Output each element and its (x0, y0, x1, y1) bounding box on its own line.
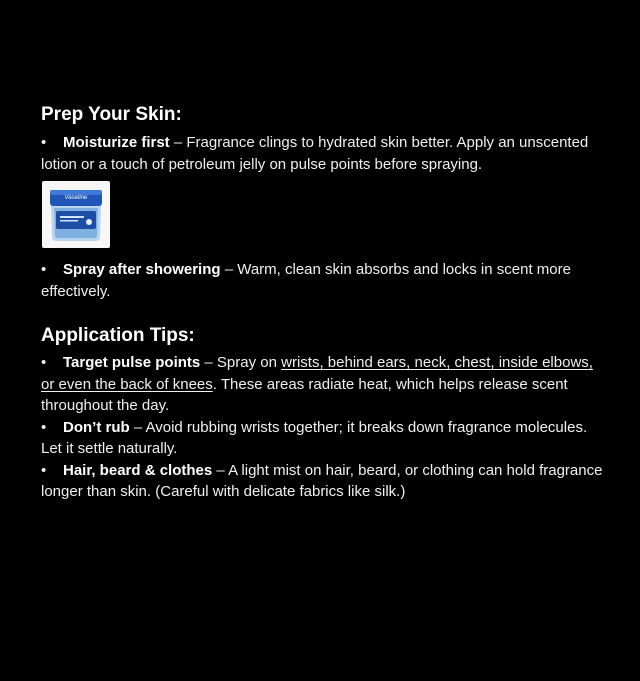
item-title: Hair, beard & clothes (63, 461, 213, 479)
pulse-points-list: wrists, behind ears, neck, chest, inside elbows, or even the back of knees (41, 354, 593, 393)
item-title: Moisturize first (63, 134, 170, 151)
jar-brand-label: Vaseline (64, 195, 88, 201)
item-title: Target pulse points (63, 354, 201, 371)
prep-section (41, 103, 606, 175)
item-title: Spray after showering (63, 261, 221, 278)
prep-heading: Prep Your Skin: (41, 104, 182, 125)
bullet-icon: • (41, 461, 47, 479)
tips-item-pulse (41, 352, 606, 417)
prep-item-shower (41, 259, 606, 302)
petroleum-jelly-jar-icon (42, 181, 110, 248)
petroleum-jelly-image (42, 181, 110, 248)
item-text: – Spray on (200, 354, 282, 371)
item-text: – A light mist on hair, beard, or clothing can hold fragrance longer than skin. (Careful with delicate fabrics like silk.) (41, 461, 603, 500)
prep-item-moisturize (41, 132, 606, 175)
bullet-icon: • (41, 261, 47, 278)
tips-section (41, 324, 606, 503)
tips-heading: Application Tips: (41, 325, 195, 346)
item-text: – Avoid rubbing wrists together; it breaks down fragrance molecules. Let it settle naturally. (41, 418, 588, 457)
prep-section-cont (41, 259, 606, 302)
item-title: Don’t rub (63, 418, 130, 436)
bullet-icon: • (41, 418, 47, 436)
bullet-icon: • (41, 354, 47, 371)
item-text: . These areas radiate heat, which helps release scent throughout the day. (41, 375, 568, 414)
item-text: – Fragrance clings to hydrated skin better. Apply an unscented lotion or a touch of petroleum jelly on pulse points before spraying. (41, 134, 589, 173)
tips-item-hair (41, 460, 606, 503)
bullet-icon: • (41, 134, 47, 151)
item-text: – Warm, clean skin absorbs and locks in scent more effectively. (41, 261, 571, 300)
tips-item-dont-rub (41, 417, 606, 460)
